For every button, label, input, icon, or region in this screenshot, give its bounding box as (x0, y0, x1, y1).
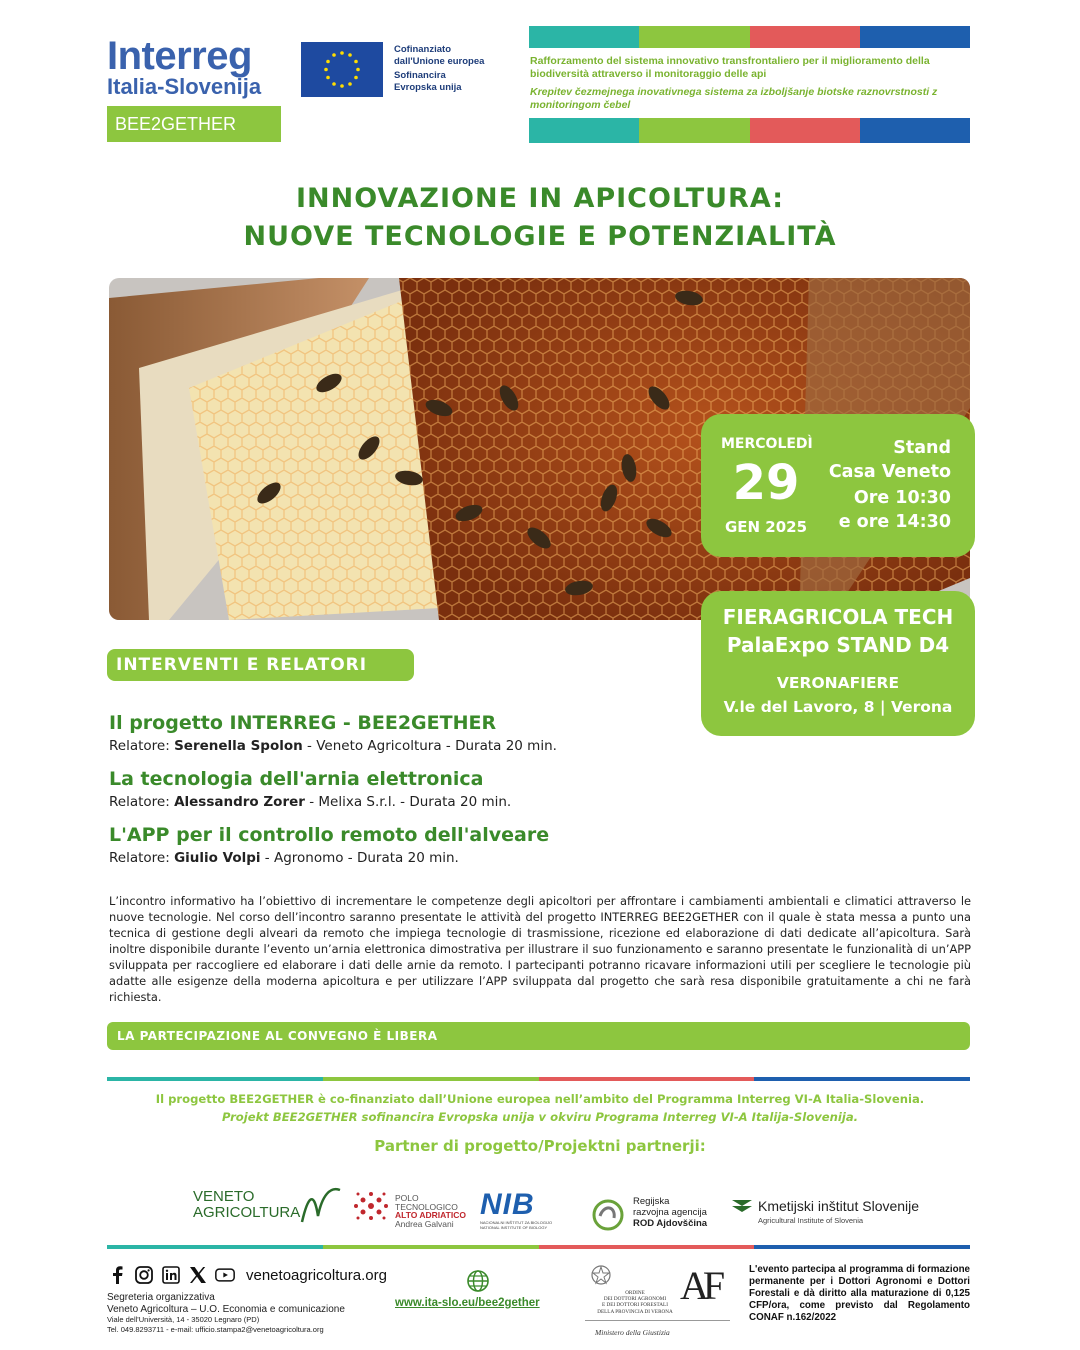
odaf-line: DEI DOTTORI AGRONOMI (603, 1296, 667, 1303)
speaker-prefix: Relatore: (109, 738, 175, 754)
logo-text: VENETO (193, 1188, 255, 1205)
event-date-box (701, 414, 975, 557)
speaker-name: Alessandro Zorer (174, 794, 305, 810)
veneto-wave-icon (300, 1186, 342, 1224)
venue-line: FIERAGRICOLA TECH (722, 605, 954, 629)
talk-item (109, 767, 689, 812)
x-twitter-icon[interactable] (188, 1265, 208, 1285)
logo-text: ROD Ajdovščina (633, 1218, 708, 1229)
talk-item (109, 711, 689, 756)
nib-logo (480, 1190, 552, 1230)
cofinancing-note-it: Il progetto BEE2GETHER è co-finanziato dall’Unione europea nell’ambito del Programma Interreg VI-A Italia-Slovenia. (155, 1092, 925, 1106)
interreg-logo-subtitle: Italia-Slovenija (107, 74, 262, 99)
event-weekday: MERCOLEDÌ (721, 436, 813, 452)
speaker-details: - Veneto Agricoltura - Durata 20 min. (302, 738, 557, 754)
odaf-text (585, 1290, 685, 1315)
event-time: Ore 10:30 (853, 488, 951, 508)
talk-speaker (109, 848, 689, 868)
eu-line: Cofinanziato (394, 44, 451, 55)
speaker-prefix: Relatore: (109, 850, 175, 866)
rod-text (633, 1196, 707, 1229)
stand-name: Casa Veneto (828, 462, 951, 482)
organizing-secretariat (107, 1292, 345, 1335)
logo-text: Andrea Galvani (395, 1218, 454, 1229)
event-venue-box (701, 591, 975, 736)
venue-city-line: V.le del Lavoro, 8 | Verona (723, 698, 953, 716)
instagram-icon[interactable] (134, 1265, 154, 1285)
kis-leaf-icon (730, 1196, 754, 1216)
cfp-credits-note: L'evento partecipa al programma di formazione permanente per i Dottori Agronomi e Dottori Forestali e dà diritto alla maturazione di 0,125 CFP/ora, come previsto dal Regolamento CONAF n.162/2022 (749, 1264, 970, 1323)
italian-emblem-icon (590, 1264, 612, 1286)
social-website-link[interactable]: venetoagricoltura.org (246, 1266, 387, 1284)
speaker-details: - Melixa S.r.l. - Durata 20 min. (304, 794, 512, 810)
odaf-line: E DEI DOTTORI FORESTALI (602, 1302, 668, 1309)
segr-contacts: Tel. 049.8293711 - e-mail: ufficio.stampa2@venetoagricoltura.org (107, 1325, 324, 1334)
talk-title: L'APP per il controllo remoto dell'alveare (109, 824, 550, 846)
globe-icon (466, 1269, 490, 1297)
nib-subtitle: NATIONAL INSTITUTE OF BIOLOGY (480, 1225, 548, 1230)
talk-title: La tecnologia dell'arnia elettronica (109, 768, 484, 790)
segr-address: Viale dell'Università, 14 - 35020 Legnaro (PD) (107, 1315, 260, 1324)
section-title-badge: INTERVENTI E RELATORI (107, 649, 414, 681)
interreg-logo-text: Interreg (107, 34, 252, 78)
odaf-line: DELLA PROVINCIA DI VERONA (597, 1308, 673, 1315)
rod-ajdovscina-logo (590, 1196, 708, 1236)
title-line: INNOVAZIONE IN APICOLTURA: (295, 183, 785, 214)
nib-text: NIB (480, 1188, 535, 1221)
venue-name (701, 603, 975, 659)
color-stripe-bottom (529, 118, 970, 143)
eu-line: dall'Unione europea (394, 55, 485, 67)
segr-line: Segreteria organizzativa (107, 1292, 215, 1303)
event-day: 29 (732, 455, 800, 511)
event-time: e ore 14:30 (838, 512, 951, 532)
venue-line: PalaExpo STAND D4 (726, 633, 950, 657)
event-stand-time (829, 436, 951, 534)
social-links (107, 1265, 387, 1285)
eu-cofinancing-label (394, 44, 484, 93)
talk-item (109, 823, 689, 868)
logo-text: AGRICOLTURA (193, 1204, 301, 1221)
project-description-it: Rafforzamento del sistema innovativo transfrontaliero per il miglioramento della biodiversità attraverso il monitoraggio delle api (530, 55, 930, 80)
eu-line: Sofinancira (394, 70, 446, 81)
talk-title: Il progetto INTERREG - BEE2GETHER (109, 712, 497, 734)
logo-text: ALTO ADRIATICO (395, 1210, 466, 1220)
cofinancing-note-sl: Projekt BEE2GETHER sofinancira Evropska unija v okviru Programa Interreg VI-A Italija-Slovenija. (221, 1110, 859, 1124)
event-description: L’incontro informativo ha l’obiettivo di incrementare le competenze degli apicoltori per affrontare i cambiamenti ambientali e climatici attraverso le nuove tecnologie. Nel corso dell’incontro saranno presentate le attività del progetto INTERREG BEE2GETHER con il quale è stata messa a punto una tecnica di gestione degli alveari da remoto che impiega tecnologie di trasmissione, ricezione ed elaborazione di dati dedicate all’apicoltura. Sarà inoltre disponibile durante l’evento un’arnia elettronica dimostrativa per illustrare il suo funzionamento e saranno presentate le funzionalità di un’APP sviluppata per raccogliere ed elaborare i dati delle arnie da remoto. I partecipanti potranno ricavare informazioni utili per scegliere le tecnologie più adatte alle esigenze della moderna apicoltura e per utilizzare l’APP sviluppata dal progetto che sarà resa disponibile gratuitamente a chi ne farà richiesta. (109, 894, 971, 1004)
project-website-link[interactable]: www.ita-slo.eu/bee2gether (395, 1297, 540, 1309)
odaf-line: ORDINE (625, 1290, 645, 1296)
talk-speaker (109, 792, 689, 812)
project-name-badge: BEE2GETHER (107, 106, 281, 142)
venue-address (701, 671, 975, 719)
footer-divider-stripe (107, 1245, 970, 1249)
speaker-name: Giulio Volpi (174, 850, 261, 866)
speaker-name: Serenella Spolon (174, 738, 303, 754)
stand-label: Stand (893, 438, 951, 458)
veneto-agricoltura-logo (193, 1186, 342, 1224)
eu-line: Evropska unija (394, 81, 462, 93)
polo-tecnologico-logo (350, 1186, 466, 1230)
venue-city-line: VERONAFIERE (776, 674, 900, 692)
free-participation-banner: LA PARTECIPAZIONE AL CONVEGNO È LIBERA (107, 1022, 970, 1050)
nib-subtitle: NACIONALNI INŠTITUT ZA BIOLOGIJO (480, 1220, 553, 1225)
kmetijski-institut-logo (730, 1196, 920, 1225)
youtube-icon[interactable] (215, 1265, 235, 1285)
ministry-label: Ministero della Giustizia (595, 1328, 670, 1337)
polo-text (395, 1194, 466, 1228)
odaf-af-mark: AF (680, 1263, 720, 1308)
title-line: NUOVE TECNOLOGIE E POTENZIALITÀ (243, 221, 837, 252)
color-stripe-top (529, 26, 970, 48)
divider (585, 1320, 730, 1321)
logo-text: POLO (395, 1193, 419, 1203)
kis-name: Kmetijski inštitut Slovenije (758, 1198, 920, 1214)
facebook-icon[interactable] (107, 1265, 127, 1285)
logo-text: razvojna agencija (633, 1207, 707, 1218)
page-title (0, 180, 1080, 256)
rod-swirl-icon (590, 1196, 628, 1232)
divider-stripe (107, 1077, 970, 1081)
project-description-sl: Krepitev čezmejnega inovativnega sistema za izboljšanje biotske raznovrstnosti z monitoringom čebel (530, 86, 938, 111)
event-month-year: GEN 2025 (724, 518, 808, 536)
segr-line: Veneto Agricoltura – U.O. Economia e comunicazione (107, 1303, 345, 1315)
logo-text: Regijska (633, 1196, 670, 1207)
talk-speaker (109, 736, 689, 756)
talks-list (109, 711, 689, 879)
polo-dots-icon (350, 1186, 392, 1226)
speaker-details: - Agronomo - Durata 20 min. (260, 850, 459, 866)
partners-title: Partner di progetto/Projektni partnerji: (374, 1137, 706, 1155)
kis-subtitle: Agricultural Institute of Slovenia (758, 1216, 864, 1225)
logo-text: TECNOLOGICO (395, 1201, 458, 1212)
linkedin-icon[interactable] (161, 1265, 181, 1285)
odaf-verona-logo (585, 1262, 735, 1338)
eu-flag-icon (301, 42, 383, 97)
speaker-prefix: Relatore: (109, 794, 175, 810)
